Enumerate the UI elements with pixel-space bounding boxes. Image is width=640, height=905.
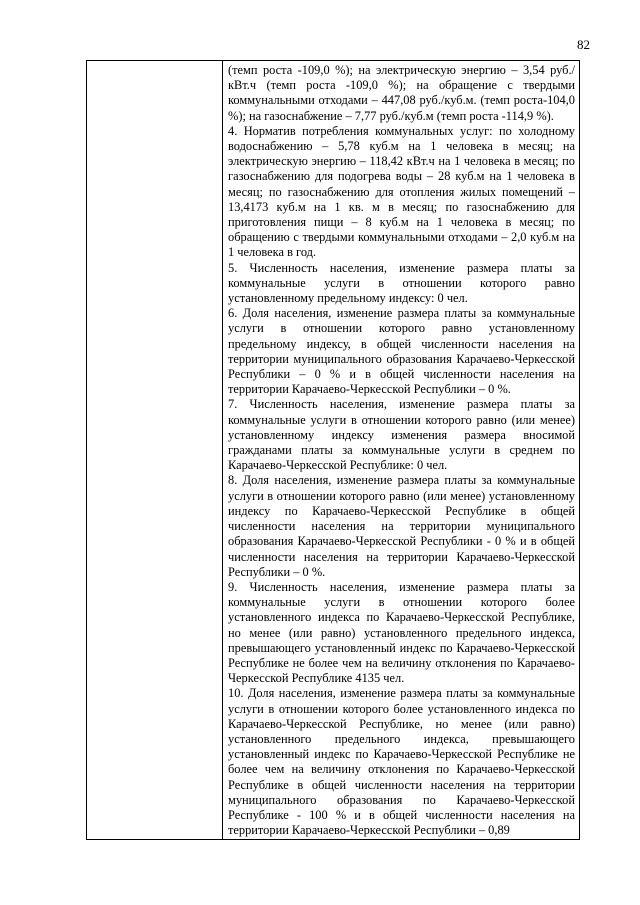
content-table (86, 60, 580, 840)
page-number: 82 (577, 37, 590, 52)
paragraph-share-equal-limit: 6. Доля населения, изменение размера платы за коммунальные услуги в отношении которого равно установленному предельному индексу, в общей численности населения на территории муниципального образования Карачаево-Черкесской Республики – 0 % и в общей численности населения на территории Карачаево-Черкесской Республики – 0 %. (228, 306, 575, 397)
paragraph-consumption-norms: 4. Норматив потребления коммунальных услуг: по холодному водоснабжению – 5,78 куб.м на 1 человека в месяц; на электрическую энергию – 118,42 кВт.ч на 1 человека в месяц; по газоснабжению для подогрева воды – 28 куб.м на 1 человека в месяц; по газоснабжению для отопления жилых помещений – 13,4173 куб.м на 1 кв. м в месяц; по газоснабжению для приготовления пищи – 8 куб.м на 1 человека в месяц; по обращению с твердыми коммунальными отходами – 2,0 куб.м на 1 человека в год. (228, 123, 575, 260)
paragraph-share-below-index: 8. Доля населения, изменение размера платы за коммунальные услуги в отношении которого равно (или менее) установленному индексу по Карачаево-Черкесской Республике в общей численности населения на территории муниципального образования Карачаево-Черкесской Республики - 0 % и в общей численности населения на территории Карачаево-Черкесской Республики – 0 %. (228, 473, 575, 579)
paragraph-population-below-index: 7. Численность населения, изменение размера платы за коммунальные услуги в отношении которого равно (или менее) установленному индексу изменения размера вносимой гражданами платы за коммунальные услуги в среднем по Карачаево-Черкесской Республике: 0 чел. (228, 397, 575, 473)
paragraph-tariffs-continued: (темп роста -109,0 %); на электрическую энергию – 3,54 руб./кВт.ч (темп роста -109,0 %); на обращение с твердыми коммунальными отходами – 447,08 руб./куб.м. (темп роста-104,0 %); на газоснабжение – 7,77 руб./куб.м (темп роста -114,9 %). (228, 63, 575, 123)
paragraph-population-equal-limit: 5. Численность населения, изменение размера платы за коммунальные услуги в отношении которого равно установленному предельному индексу: 0 чел. (228, 260, 575, 306)
paragraph-population-above-index: 9. Численность населения, изменение размера платы за коммунальные услуги в отношении которого более установленного индекса по Карачаево-Черкесской Республике, но менее (или равно) установленного предельного индекса, превышающего установленный индекс по Карачаево-Черкесской Республике не более чем на величину отклонения по Карачаево-Черкесской Республике 4135 чел. (228, 579, 575, 686)
empty-left-cell (87, 61, 223, 840)
text-cell (223, 61, 580, 840)
paragraph-share-above-index: 10. Доля населения, изменение размера платы за коммунальные услуги в отношении которого более установленного индекса по Карачаево-Черкесской Республике, но менее (или равно) установленного предельного индекса, превышающего установленный индекс по Карачаево-Черкесской Республике не более чем на величину отклонения по Карачаево-Черкесской Республике в общей численности населения на территории муниципального образования по Карачаево-Черкесской Республике - 100 % и в общей численности населения на территории Карачаево-Черкесской Республики – 0,89 (228, 686, 575, 838)
table-row (87, 61, 580, 840)
